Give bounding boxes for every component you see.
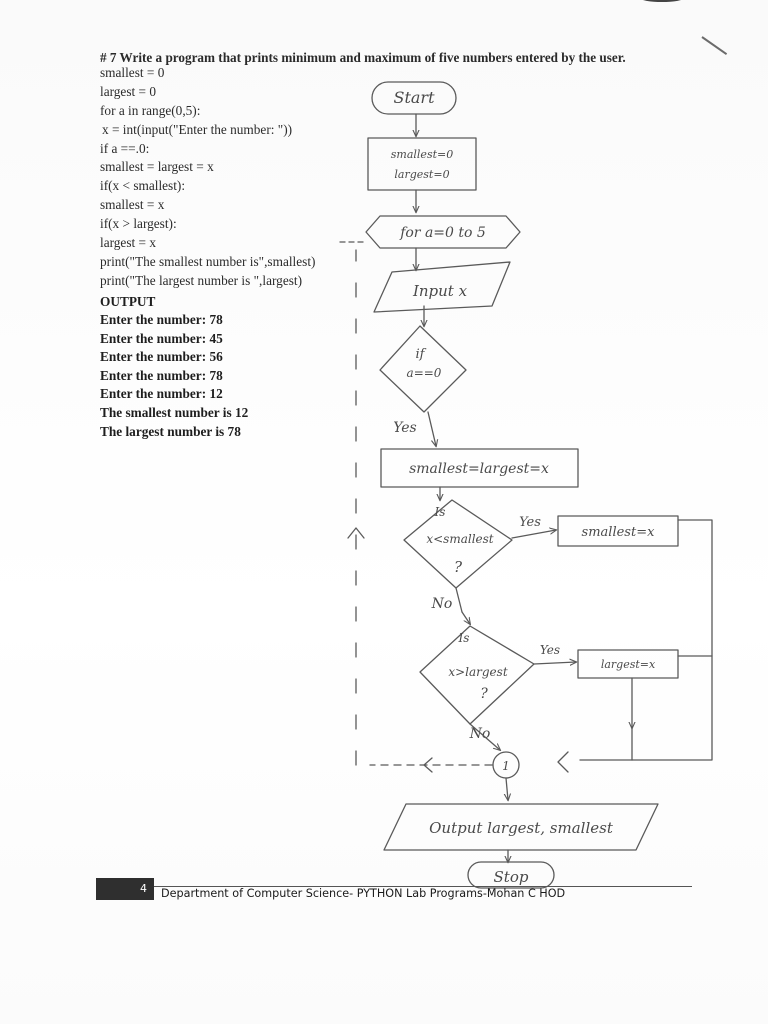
flow-arrow [512,530,556,538]
stop-label: Stop [493,868,529,886]
return-line [632,520,712,760]
code-line: print("The largest number is ",largest) [100,272,303,288]
no-label: No [431,596,453,612]
init-label-2: largest=0 [394,168,450,181]
footer-text: Department of Computer Science- PYTHON Lab Programs-Mohan C HOD [161,887,566,900]
output-line: Enter the number: 78 [100,312,223,327]
scan-smudge [640,0,684,2]
flow-arrow [462,612,470,624]
yes-label: Yes [539,643,561,657]
code-line: smallest = x [100,197,165,213]
assign-both-label: smallest=largest=x [409,461,549,477]
output-line: The smallest number is 12 [100,404,249,420]
yes-label: Yes [393,420,417,436]
loop-label: for a=0 to 5 [400,225,486,241]
yes-label: Yes [519,515,541,530]
code-line: if(x > largest): [100,216,177,232]
code-line: print("The smallest number is",smallest) [100,253,316,269]
output-line: Enter the number: 78 [100,367,223,383]
flow-arrow [506,778,508,800]
decision-large-label-2: x>largest [448,665,508,679]
flowchart [330,70,720,890]
assign-smallest-label: smallest=x [581,525,655,540]
output-line: Enter the number: 45 [100,330,223,346]
flow-arrow [428,412,436,446]
code-line: smallest = largest = x [100,159,214,175]
code-line: for a in range(0,5): [100,102,201,118]
output-line: Enter the number: 12 [100,386,223,402]
flow-arrow [534,662,576,664]
pen-mark [701,36,727,55]
decision-large-label-3: ? [480,686,488,702]
input-label: Input x [412,282,468,300]
output-line: The largest number is 78 [100,423,241,439]
code-line: x = int(input("Enter the number: ")) [102,121,293,137]
assign-largest-label: largest=x [600,658,656,671]
program-heading: # 7 Write a program that prints minimum and maximum of five numbers entered by the user. [100,50,626,65]
decision-large-label-1: Is [458,631,470,645]
code-line: largest = x [100,235,156,251]
output-title: OUTPUT [100,294,156,309]
decision-first-label-2: a==0 [406,366,442,380]
flow-line [456,588,462,612]
code-line: if(x < smallest): [100,178,186,194]
code-line: smallest = 0 [100,65,165,80]
init-box [368,138,476,190]
code-line: if a ==.0: [100,140,150,156]
code-line: largest = 0 [100,83,156,99]
decision-small-label-3: ? [453,558,463,576]
decision-small-label-2: x<smallest [426,532,494,546]
no-label: No [469,726,491,742]
connector-label: 1 [502,759,510,773]
merge-arrowhead [558,752,568,772]
page-number: 4 [140,882,147,895]
decision-small-label-1: Is [434,505,446,519]
decision-first-label-1: if [415,347,425,362]
start-label: Start [393,88,435,107]
init-label-1: smallest=0 [390,148,454,161]
code-listing [100,64,315,291]
output-label: Output largest, smallest [429,819,613,837]
output-listing [100,292,248,441]
output-line: Enter the number: 56 [100,349,223,365]
